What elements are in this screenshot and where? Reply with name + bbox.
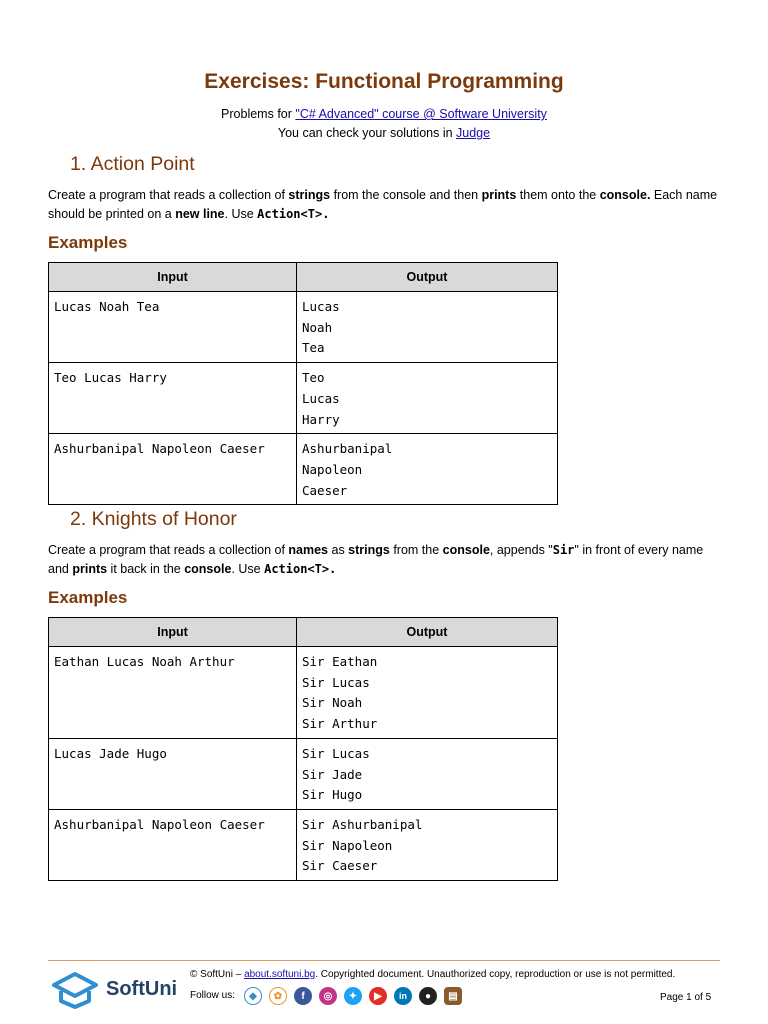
output-cell: [297, 363, 558, 434]
social-links: [244, 987, 462, 1005]
course-link[interactable]: "C# Advanced" course @ Software University: [295, 107, 547, 121]
bold-text: console: [442, 543, 490, 557]
bold-text: console.: [599, 188, 651, 202]
code-text: Sir: [552, 543, 575, 557]
text: Each name should be printed on a: [48, 188, 718, 221]
input-cell: Ashurbanipal Napoleon Caeser: [49, 809, 297, 880]
problem-1-heading: 1. Action Point: [70, 153, 195, 175]
table-row: [49, 363, 558, 434]
output-cell: [297, 434, 558, 505]
text: . Use: [224, 206, 258, 221]
table-row: [49, 434, 558, 505]
output-line: Tea: [302, 340, 325, 356]
page-number: Page 1 of 5: [660, 992, 712, 1003]
linkedin-icon[interactable]: in: [394, 987, 412, 1005]
output-line: Sir Lucas: [302, 745, 370, 761]
text: from the console and then: [330, 188, 482, 202]
input-column-header: Input: [49, 263, 297, 292]
output-cell: [297, 809, 558, 880]
output-line: Sir Hugo: [302, 787, 363, 803]
output-line: Teo: [302, 370, 325, 386]
output-line: Harry: [302, 411, 340, 427]
output-line: Sir Ashurbanipal: [302, 816, 423, 832]
problem-1-examples-table: [48, 262, 558, 505]
output-line: Sir Eathan: [302, 654, 378, 669]
output-line: Sir Jade: [302, 766, 363, 782]
softuni-logo-text: SoftUni: [106, 978, 178, 1000]
judge-link[interactable]: Judge: [456, 126, 491, 140]
input-column-header: Input: [49, 618, 297, 647]
bold-text: new line: [175, 206, 225, 221]
input-cell: Eathan Lucas Noah Arthur: [49, 647, 297, 739]
table-row: [49, 647, 558, 739]
copyright-suffix: . Copyrighted document. Unauthorized copy, reproduction or use is not permitted.: [315, 969, 676, 980]
follow-us-label: Follow us:: [190, 990, 236, 1001]
output-line: Ashurbanipal: [302, 441, 393, 457]
output-line: Caeser: [302, 482, 348, 498]
text: as: [328, 543, 349, 557]
table-header-row: [49, 618, 558, 647]
text: " in front of every name and: [48, 543, 704, 576]
table-row: [49, 292, 558, 363]
output-cell: [297, 292, 558, 363]
output-line: Sir Lucas: [302, 674, 370, 690]
output-line: Noah: [302, 319, 333, 335]
course-line: [0, 107, 768, 121]
problem-2-heading: 2. Knights of Honor: [70, 508, 237, 530]
problem-1-examples-heading: Examples: [48, 233, 128, 252]
copyright-notice: [190, 969, 675, 980]
output-line: Sir Arthur: [302, 716, 378, 732]
judge-prefix: You can check your solutions in: [277, 126, 457, 140]
table-header-row: [49, 263, 558, 292]
input-cell: Teo Lucas Harry: [49, 363, 297, 434]
output-cell: [297, 647, 558, 739]
table-row: [49, 809, 558, 880]
input-cell: Lucas Noah Tea: [49, 292, 297, 363]
bold-text: names: [288, 543, 329, 557]
bold-text: strings: [348, 543, 390, 557]
text: them onto the: [516, 188, 600, 202]
output-line: Lucas: [302, 299, 340, 314]
github-icon[interactable]: ●: [419, 987, 437, 1005]
problem-1-description: [48, 186, 720, 223]
output-line: Napoleon: [302, 461, 363, 477]
table-row: [49, 738, 558, 809]
problem-2-examples-heading: Examples: [48, 588, 128, 607]
blog-icon[interactable]: ▤: [444, 987, 462, 1005]
youtube-icon[interactable]: ▶: [369, 987, 387, 1005]
output-line: Sir Caeser: [302, 858, 378, 874]
text: it back in the: [107, 561, 185, 576]
code-text: Action<T>.: [264, 561, 337, 576]
output-column-header: Output: [297, 618, 558, 647]
page-title: Exercises: Functional Programming: [204, 70, 564, 93]
bold-text: strings: [288, 188, 331, 202]
problem-2-examples-table: [48, 617, 558, 881]
bold-text: console: [184, 561, 232, 576]
problem-2-description: [48, 541, 720, 578]
bold-text: prints: [481, 188, 517, 202]
text: , appends ": [489, 543, 553, 557]
output-column-header: Output: [297, 263, 558, 292]
code-text: Action<T>.: [257, 206, 330, 221]
softuni-icon[interactable]: ◆: [244, 987, 262, 1005]
text: from the: [389, 543, 443, 557]
twitter-icon[interactable]: ✦: [344, 987, 362, 1005]
input-cell: Lucas Jade Hugo: [49, 738, 297, 809]
copyright-prefix: © SoftUni –: [190, 969, 245, 980]
text: Create a program that reads a collection of: [48, 188, 289, 202]
footer-divider: [48, 960, 720, 961]
text: . Use: [231, 561, 265, 576]
course-prefix: Problems for: [221, 107, 296, 121]
bold-text: prints: [72, 561, 108, 576]
output-line: Sir Noah: [302, 695, 363, 711]
output-cell: [297, 738, 558, 809]
text: Create a program that reads a collection of: [48, 543, 289, 557]
instagram-icon[interactable]: ◎: [319, 987, 337, 1005]
about-link[interactable]: about.softuni.bg: [244, 969, 316, 980]
input-cell: Ashurbanipal Napoleon Caeser: [49, 434, 297, 505]
output-line: Lucas: [302, 390, 340, 406]
judge-line: [0, 126, 768, 140]
output-line: Sir Napoleon: [302, 837, 393, 853]
facebook-icon[interactable]: f: [294, 987, 312, 1005]
softuni-foundation-icon[interactable]: ✿: [269, 987, 287, 1005]
